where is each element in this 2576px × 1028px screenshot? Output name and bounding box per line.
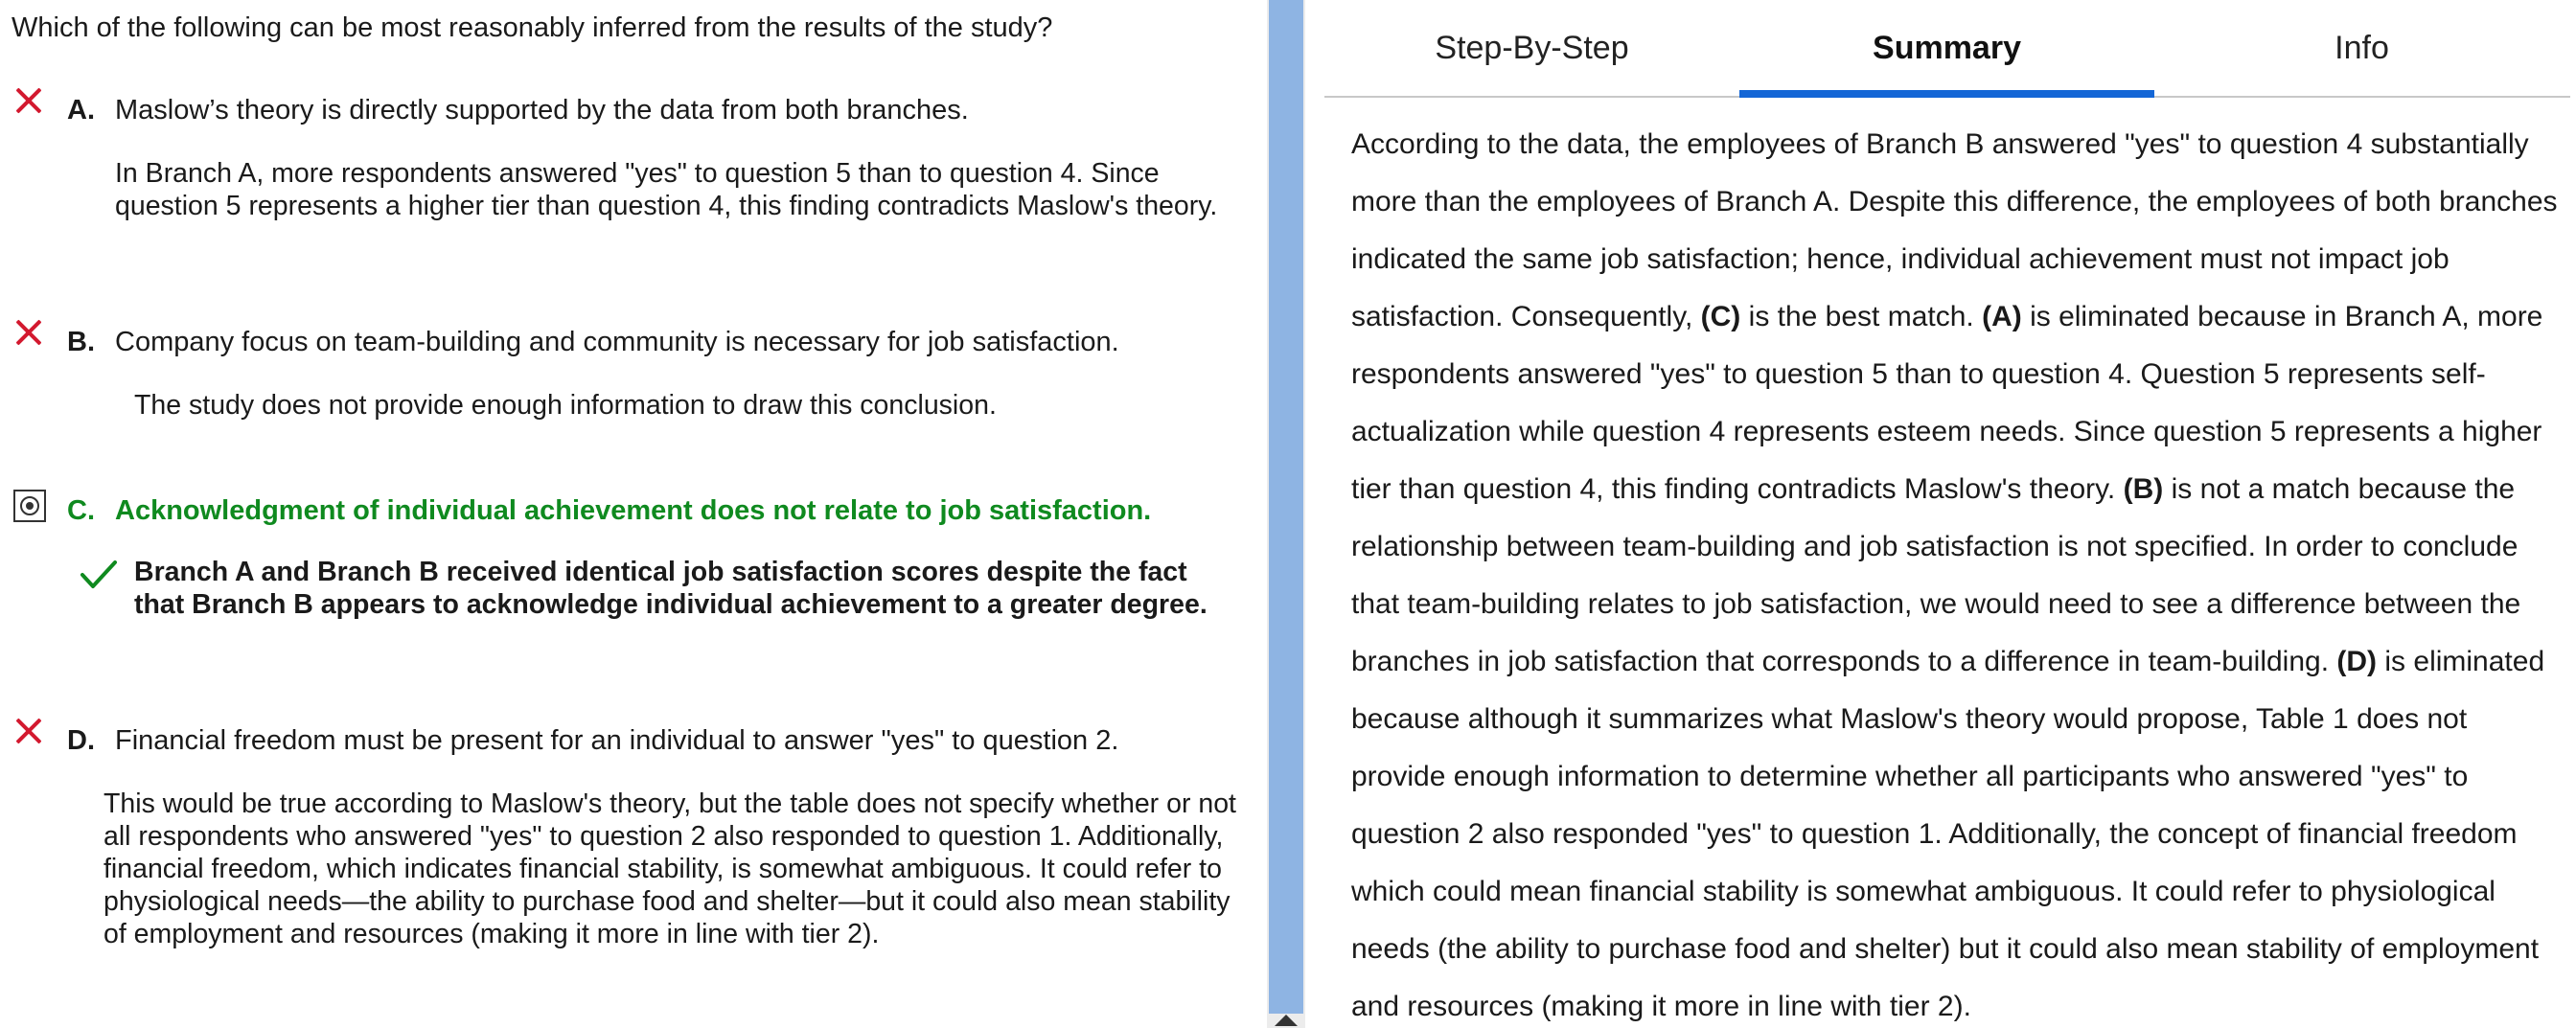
radio-selected-icon[interactable]	[13, 490, 46, 522]
choice-a-letter: A.	[67, 95, 95, 126]
x-mark-icon	[13, 317, 44, 348]
choice-d-text: Financial freedom must be present for an individual to answer "yes" to question 2.	[115, 725, 1119, 756]
summary-text: According to the data, the employees of Branch B answered "yes" to question 4 substantially more than the employees of Branch A. Despite this difference, the employees of both branches indicated the same job satisfaction; hence, individual achievement must not impact job satisfaction. Consequently, (C) is the best match. (A) is eliminated because in Branch A, more respondents answered "yes" to question 5 than to question 4. Question 5 represents self-actualization while question 4 represents esteem needs. Since question 5 represents a higher tier than question 4, this finding contradicts Maslow's theory. (B) is not a match because the relationship between team-building and job satisfaction is not specified. In order to conclude that team-building relates to job satisfaction, we would need to see a difference between the branches in job satisfaction that corresponds to a difference in team-building. (D) is eliminated because although it summarizes what Maslow's theory would propose, Table 1 does not provide enough information to determine whether all participants who answered "yes" to question 2 also responded "yes" to question 1. Additionally, the concept of financial freedom which could mean financial stability is somewhat ambiguous. It could refer to physiological needs (the ability to purchase food and shelter) but it could also mean stability of employment and resources (making it more in line with tier 2).	[1351, 128, 2558, 1022]
checkmark-icon	[79, 558, 119, 592]
choice-b-text: Company focus on team-building and community is necessary for job satisfaction.	[115, 327, 1119, 357]
question-text: Which of the following can be most reasonably inferred from the results of the study?	[12, 12, 1053, 43]
explanation-tabs	[1324, 0, 2570, 98]
tab-step-by-step[interactable]: Step-By-Step	[1435, 30, 1629, 66]
choice-ref-b: (B)	[2123, 473, 2164, 505]
choice-c-text: Acknowledgment of individual achievement does not relate to job satisfaction.	[115, 495, 1152, 526]
explanation-pane	[1305, 0, 2576, 1028]
choice-a-explanation: In Branch A, more respondents answered "yes" to question 5 than to question 4. Since question 5 represents a higher tier than question 4, this finding contradicts Maslow's theory.	[115, 158, 1218, 221]
choice-d-letter: D.	[67, 725, 95, 756]
choice-ref-c: (C)	[1700, 301, 1741, 332]
answer-review-pane	[0, 0, 1267, 1028]
left-pane-scrollbar[interactable]	[1267, 0, 1305, 1028]
choice-a-text: Maslow’s theory is directly supported by the data from both branches.	[115, 95, 969, 126]
scroll-down-arrow-icon[interactable]	[1275, 1015, 1298, 1026]
x-mark-icon	[13, 85, 44, 116]
choice-ref-a: (A)	[1982, 301, 2022, 332]
x-mark-icon	[13, 716, 44, 746]
tab-info[interactable]: Info	[2334, 30, 2389, 66]
choice-c-explanation: Branch A and Branch B received identical job satisfaction scores despite the fact that Branch B appears to acknowledge individual achievement to a greater degree.	[134, 557, 1208, 620]
choice-d-explanation: This would be true according to Maslow's theory, but the table does not specify whether or not all respondents who answered "yes" to question 2 also responded to question 1. Additionally, financial freedom, which indicates financial stability, is somewhat ambiguous. It could refer to physiological needs—the ability to purchase food and shelter—but it could also mean stability of employment and resources (making it more in line with tier 2).	[104, 788, 1236, 949]
choice-b-explanation: The study does not provide enough information to draw this conclusion.	[134, 390, 997, 421]
choice-b-letter: B.	[67, 327, 95, 357]
tab-summary[interactable]: Summary	[1739, 0, 2154, 96]
choice-ref-d: (D)	[2336, 646, 2378, 677]
scrollbar-thumb[interactable]	[1269, 0, 1303, 1014]
choice-c-letter: C.	[67, 495, 95, 526]
